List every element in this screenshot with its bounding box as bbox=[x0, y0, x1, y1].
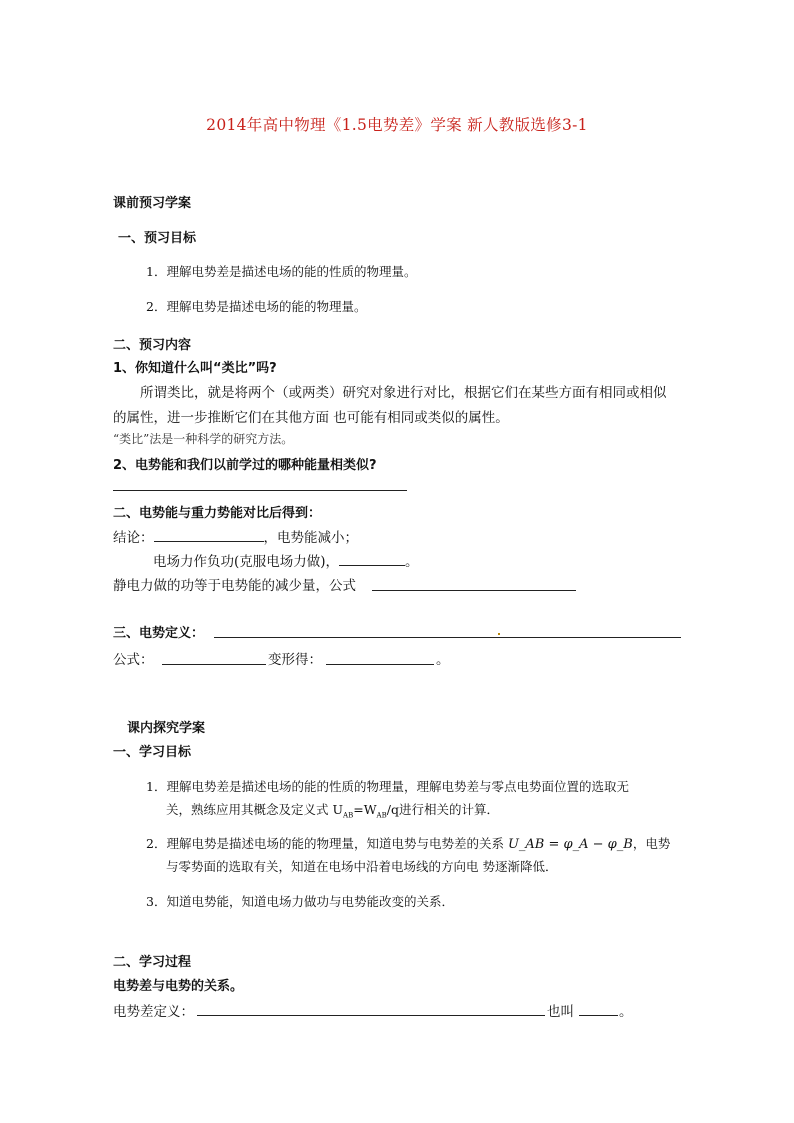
class-goal-1-line-1: 1．理解电势差是描述电场的能的性质的物理量，理解电势差与零点电势面位置的选取无 bbox=[146, 779, 629, 794]
potential-difference-formula: U_AB = φ_A − φ_B bbox=[507, 837, 633, 852]
potential-definition-label: 三、电势定义： bbox=[113, 626, 205, 641]
formula-blank[interactable] bbox=[162, 664, 266, 665]
section-heading-class: 课内探究学案 bbox=[127, 721, 206, 736]
compare-heading: 二、电势能与重力势能对比后得到： bbox=[113, 506, 322, 521]
preview-goal-2: 2．理解电势是描述电场的能的物理量。 bbox=[146, 299, 367, 314]
negative-work-line bbox=[153, 550, 419, 570]
transform-label: 变形得： bbox=[268, 652, 322, 668]
preview-goals-heading: 一、预习目标 bbox=[118, 231, 197, 246]
relation-heading: 电势差与电势的关系。 bbox=[113, 979, 244, 994]
potential-definition-blank[interactable] bbox=[214, 637, 681, 638]
preview-goal-1: 1．理解电势差是描述电场的能的性质的物理量。 bbox=[146, 264, 417, 279]
pd-definition-label: 电势差定义： bbox=[113, 1004, 194, 1020]
stray-mark bbox=[498, 633, 500, 635]
transform-blank[interactable] bbox=[326, 664, 434, 665]
preview-content-heading: 二、预习内容 bbox=[113, 338, 192, 353]
work-formula-blank[interactable] bbox=[372, 590, 576, 591]
conclusion-line bbox=[113, 526, 358, 546]
class-goal-2-line-1 bbox=[146, 834, 670, 852]
negative-work-label: 电场力作负功(克服电场力做)， bbox=[153, 554, 340, 570]
goal1-text-b: =W bbox=[353, 802, 377, 817]
question-1: 1、你知道什么叫“类比”吗? bbox=[113, 361, 277, 376]
answer-blank-q2[interactable] bbox=[113, 490, 407, 491]
question-2: 2、电势能和我们以前学过的哪种能量相类似? bbox=[113, 458, 377, 473]
analogy-paragraph-line-3: “类比”法是一种科学的研究方法。 bbox=[113, 432, 294, 446]
formula-label: 公式： bbox=[113, 652, 154, 668]
analogy-paragraph-line-1: 所谓类比，就是将两个（或两类）研究对象进行对比，根据它们在某些方面有相同或相似 bbox=[140, 385, 667, 401]
formula-line bbox=[113, 648, 154, 668]
conclusion-suffix: ，电势能减小； bbox=[263, 530, 358, 546]
pd-definition-blank[interactable] bbox=[197, 1015, 545, 1016]
document-title: 2014年高中物理《1.5电势差》学案 新人教版选修3-1 bbox=[206, 116, 588, 134]
work-formula-text: 静电力做的功等于电势能的减少量，公式 bbox=[113, 578, 356, 594]
goal1-sub-ab-1: AB bbox=[343, 811, 354, 820]
goal1-text-c: /q进行相关的计算． bbox=[386, 802, 499, 817]
work-formula-line bbox=[113, 574, 356, 594]
goal2-text-b: ，电势 bbox=[632, 836, 671, 851]
negative-work-blank[interactable] bbox=[339, 552, 405, 566]
negative-work-suffix: 。 bbox=[405, 554, 419, 570]
goal1-sub-ab-2: AB bbox=[376, 811, 387, 820]
transform-suffix: 。 bbox=[436, 652, 450, 668]
conclusion-label: 结论： bbox=[113, 530, 154, 546]
pd-also-blank[interactable] bbox=[579, 1015, 618, 1016]
class-goal-3: 3．知道电势能，知道电场力做功与电势能改变的关系． bbox=[146, 894, 454, 909]
conclusion-blank[interactable] bbox=[154, 528, 264, 542]
process-heading: 二、学习过程 bbox=[113, 955, 192, 970]
goal2-text-a: 2．理解电势是描述电场的能的物理量，知道电势与电势差的关系 bbox=[146, 836, 504, 851]
pd-also-label: 也叫 bbox=[547, 1004, 574, 1020]
analogy-paragraph-line-2: 的属性，进一步推断它们在其他方面 也可能有相同或类似的属性。 bbox=[113, 410, 509, 426]
pd-end: 。 bbox=[619, 1004, 633, 1020]
section-heading-preview: 课前预习学案 bbox=[113, 196, 192, 211]
class-goals-heading: 一、学习目标 bbox=[113, 745, 192, 760]
class-goal-2-line-2: 与零势面的选取有关，知道在电场中沿着电场线的方向电 势逐渐降低． bbox=[166, 859, 558, 874]
class-goal-1-line-2 bbox=[166, 800, 499, 820]
goal1-text-a: 关，熟练应用其概念及定义式 U bbox=[166, 802, 344, 817]
